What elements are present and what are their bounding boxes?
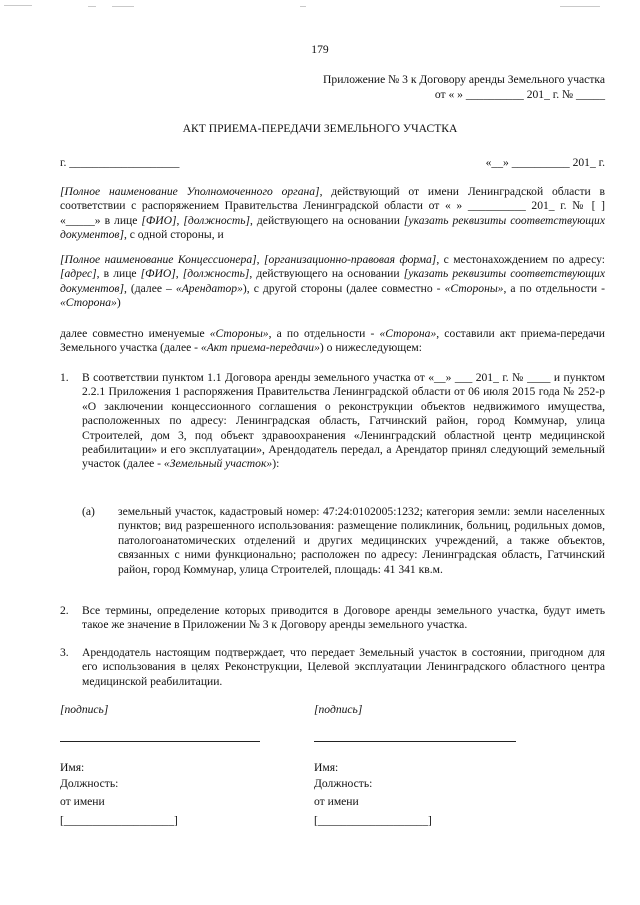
item-2-text: Все термины, определение которых приводится в Договоре аренды земельного участка, будут иметь такое же значение в Приложении № 3 к Договору аренды земельного участка. (82, 604, 605, 632)
page-number: 179 (311, 43, 329, 56)
scan-noise (300, 6, 306, 7)
concessionaire-name-placeholder: [Полное наименование Концессионера] (60, 253, 257, 266)
name-label-left: Имя: (60, 761, 85, 774)
party-bracket-right: [___________________] (314, 814, 432, 827)
subitem-label: (a) (82, 505, 95, 518)
subitem-a-text: земельный участок, кадастровый номер: 47:24:0102005:1232; категория земли: земли населенных пунктов; вид разрешенного использования: размещение поликлиник, больниц, родильных домов, патологоанатомических отделений и других медицинских учреждений, а также объектов, связанных с ними функционально; расположен по адресу: Ленинградская область, Гатчинский район, город Коммунар, улица Строителей, площадь: 41 341 кв.м. (118, 505, 605, 576)
date-field: «__» __________ 201_ г. (485, 156, 605, 169)
position-placeholder: [должность] (182, 267, 250, 281)
position-placeholder: [должность] (183, 213, 250, 227)
item-number: 3. (60, 646, 69, 659)
position-label-right: Должность: (314, 777, 373, 790)
name-label-right: Имя: (314, 761, 339, 774)
position-label-left: Должность: (60, 777, 119, 790)
party1-paragraph: [Полное наименование Уполномоченного органа], действующий от имени Ленинградской области в соответствии с распоряжением Правительства Ленинградской области от « » __________ 201_ г. № [ ] «_____» в лице [ФИО], [должность], действующего на основании [указать реквизиты соответствующих документов], с одной стороны, и (60, 185, 605, 242)
item-number: 1. (60, 371, 69, 384)
appendix-header: Приложение № 3 к Договору аренды Земельного участка (323, 73, 605, 86)
scan-noise (4, 5, 32, 6)
item-1-text: В соответствии пунктом 1.1 Договора аренды земельного участка от «__» ___ 201_ г. № ____ и пунктом 2.2.1 Приложения 1 распоряжения Правительства Ленинградской области от 06 июля 2015 года № 252-р «О заключении концессионного соглашения о реконструкции объектов недвижимого имущества, расположенных по адресу: Ленинградская область, Гатчинский район, город Коммунар, улица Строителей, дом 3, под объект здравоохранения «Ленинградский областной центр медицинской реабилитации» и его эксплуатации», Арендодатель передал, а Арендатор принял следующий земельный участок (далее - «Земельный участок»): (82, 371, 605, 471)
legal-form-placeholder: [организационно-правовая форма] (264, 253, 437, 266)
signature-label-right: [подпись] (314, 703, 363, 716)
item-number: 2. (60, 604, 69, 617)
scan-noise (112, 6, 134, 7)
signature-line-left (60, 741, 260, 742)
intro-paragraph: далее совместно именуемые «Стороны», а по отдельности - «Сторона», составили акт приема-передачи Земельного участка (далее - «Акт приема-передачи») о нижеследующем: (60, 327, 605, 355)
address-placeholder: [адрес] (60, 267, 97, 281)
place-field: г. ___________________ (60, 156, 180, 169)
fio-placeholder: [ФИО] (141, 213, 177, 227)
behalf-label-right: от имени (314, 795, 359, 808)
documents-placeholder: [указать реквизиты соответствующих документов] (60, 267, 606, 295)
party2-paragraph: [Полное наименование Концессионера], [организационно-правовая форма], с местонахождением по адресу: [адрес], в лице [ФИО], [должность], действующего на основании [указать реквизиты соответствующих документов], (далее – «Арендатор»), с другой стороны (далее совместно - «Стороны», а по отдельности - «Сторона») (60, 253, 606, 310)
signature-label-left: [подпись] (60, 703, 109, 716)
appendix-header-date: от « » __________ 201_ г. № _____ (434, 88, 605, 101)
documents-placeholder: [указать реквизиты соответствующих документов] (60, 213, 605, 242)
scan-noise (88, 6, 96, 7)
scan-noise (560, 6, 600, 7)
authority-name-placeholder: [Полное наименование Уполномоченного органа] (60, 185, 320, 198)
item-3-text: Арендодатель настоящим подтверждает, что передает Земельный участок в состоянии, пригодном для его использования в целях Реконструкции, Целевой эксплуатации Ленинградского областного центра медицинской реабилитации. (82, 646, 605, 688)
party-bracket-left: [___________________] (60, 814, 178, 827)
fio-placeholder: [ФИО] (140, 267, 176, 281)
signature-line-right (314, 741, 516, 742)
behalf-label-left: от имени (60, 795, 105, 808)
document-title: АКТ ПРИЕМА-ПЕРЕДАЧИ ЗЕМЕЛЬНОГО УЧАСТКА (182, 122, 458, 135)
